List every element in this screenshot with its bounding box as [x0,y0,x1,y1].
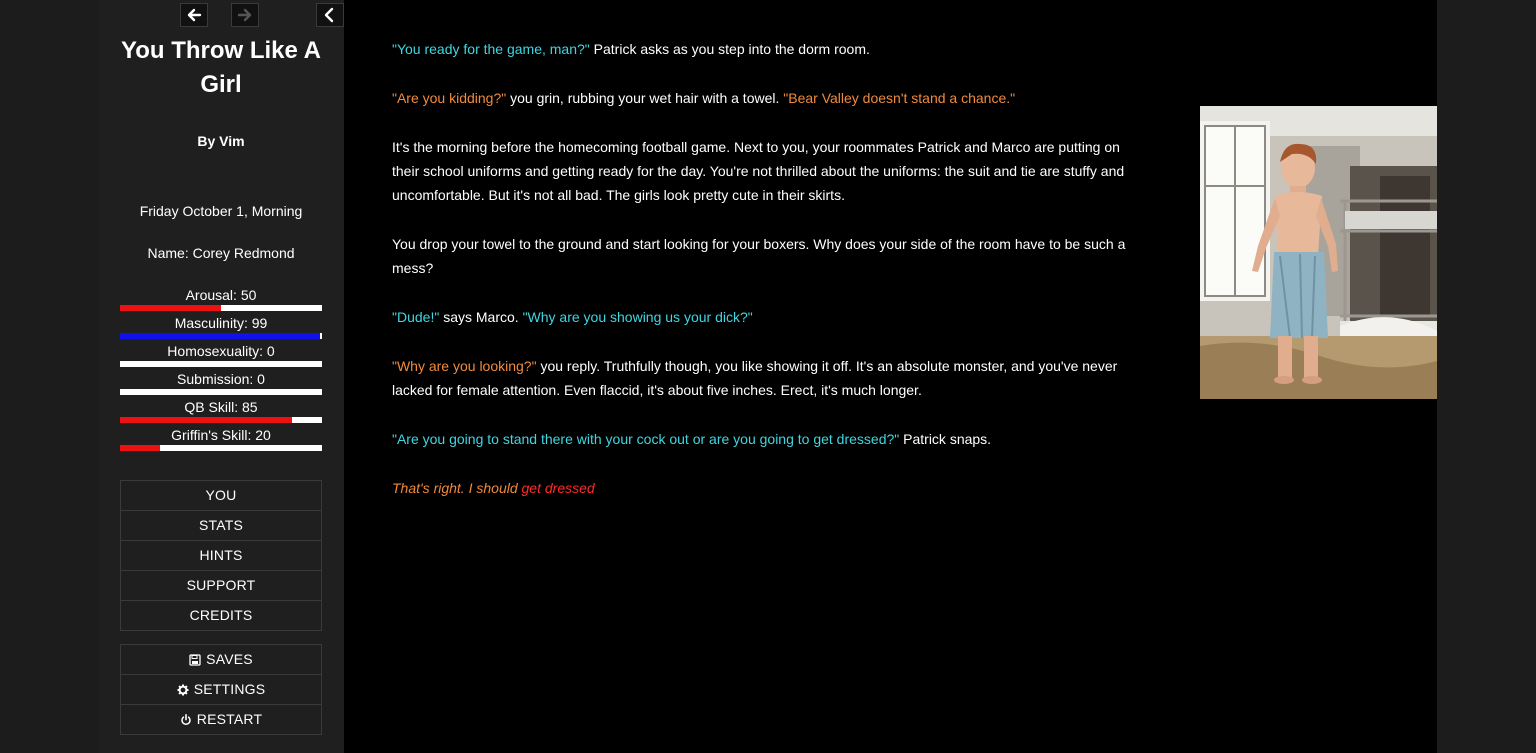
stat-bar [120,417,322,423]
dialogue-marco: "Dude!" [392,309,440,325]
stat-arousal [120,287,322,303]
passage-paragraph [392,354,1132,402]
stat-homosexuality [120,343,322,359]
stat-bar-fill [120,305,221,311]
player-thought: That's right. I should [392,480,522,496]
restart-button[interactable] [121,704,321,734]
settings-label: SETTINGS [193,681,266,697]
stat-label: Masculinity: 99 [174,315,268,331]
stat-bar-fill [120,333,320,339]
history-forward-button[interactable] [231,3,259,27]
get-dressed-link[interactable]: get dressed [521,480,595,496]
floppy-disk-icon [189,654,201,666]
stat-bar [120,305,322,311]
stat-bar [120,361,322,367]
stat-label: Griffin's Skill: 20 [171,427,271,443]
sidebar-toggle-button[interactable] [316,3,344,27]
menu-hints-button[interactable]: HINTS [121,540,321,570]
history-back-button[interactable] [180,3,208,27]
stat-bar-fill [120,417,292,423]
menu-you-button[interactable]: YOU [205,487,237,503]
narration: Patrick asks as you step into the dorm room. [589,41,870,57]
stat-label: Homosexuality: 0 [167,343,275,359]
restart-label: RESTART [196,711,263,727]
story-title: You Throw Like A Girl [120,37,321,98]
stat-label: Arousal: 50 [185,287,257,303]
stat-qb-skill [120,399,322,415]
passage-paragraph: You drop your towel to the ground and start looking for your boxers. Why does your side of the room have to be such a mess? [392,236,1126,276]
player-name: Name: Corey Redmond [147,245,295,261]
narration: says Marco. [439,309,523,325]
passage-paragraph [392,37,1132,61]
stat-bar-fill [120,445,160,451]
saves-button[interactable] [121,645,321,674]
dialogue-marco: "Why are you showing us your dick?" [522,309,753,325]
date-display: Friday October 1, Morning [139,203,303,219]
passage-paragraph [392,86,1132,110]
stat-masculinity [120,315,322,331]
dialogue-patrick: "Are you going to stand there with your cock out or are you going to get dressed?" [392,431,900,447]
story-menu [120,480,322,631]
arrow-right-icon [237,7,253,23]
stat-bar [120,445,322,451]
dialogue-player: "Are you kidding?" [392,90,507,106]
dialogue-player: "Why are you looking?" [392,358,537,374]
menu-credits-button[interactable]: CREDITS [121,600,321,630]
menu-support-button[interactable]: SUPPORT [121,570,321,600]
stat-griffin-skill [120,427,322,443]
dialogue-patrick: "You ready for the game, man?" [392,41,590,57]
settings-button[interactable] [121,674,321,704]
arrow-left-icon [186,7,202,23]
stat-bar [120,333,322,339]
narration: you grin, rubbing your wet hair with a towel. [506,90,784,106]
narration: you reply. Truthfully though, you like showing it off. It's an absolute monster, and you've never lacked for female attention. Even flaccid, it's about five inches. Erect, it's much longer. [392,358,1118,398]
passage-paragraph [392,476,1132,500]
dialogue-player: "Bear Valley doesn't stand a chance." [783,90,1016,106]
passage-paragraph [392,427,1132,451]
stat-label: QB Skill: 85 [184,399,258,415]
gear-icon [177,684,189,696]
saves-label: SAVES [206,651,253,667]
system-menu [120,644,322,735]
narration: Patrick snaps. [899,431,992,447]
menu-stats-button[interactable]: STATS [121,510,321,540]
chevron-left-icon [322,7,338,23]
passage-paragraph: It's the morning before the homecoming football game. Next to you, your roommates Patrick and Marco are putting on their school uniforms and getting ready for the day. You're not thrilled about the uniforms: the suit and tie are stuffy and uncomfortable. But it's not all bad. The girls look pretty cute in their skirts. [392,139,1125,203]
passage-paragraph [392,305,1132,329]
stat-bar [120,389,322,395]
story-author: By Vim [197,133,245,149]
stat-label: Submission: 0 [177,371,265,387]
scene-illustration [1200,106,1437,399]
stat-submission [120,371,322,387]
power-icon [180,714,192,726]
passage-text [392,37,1132,525]
